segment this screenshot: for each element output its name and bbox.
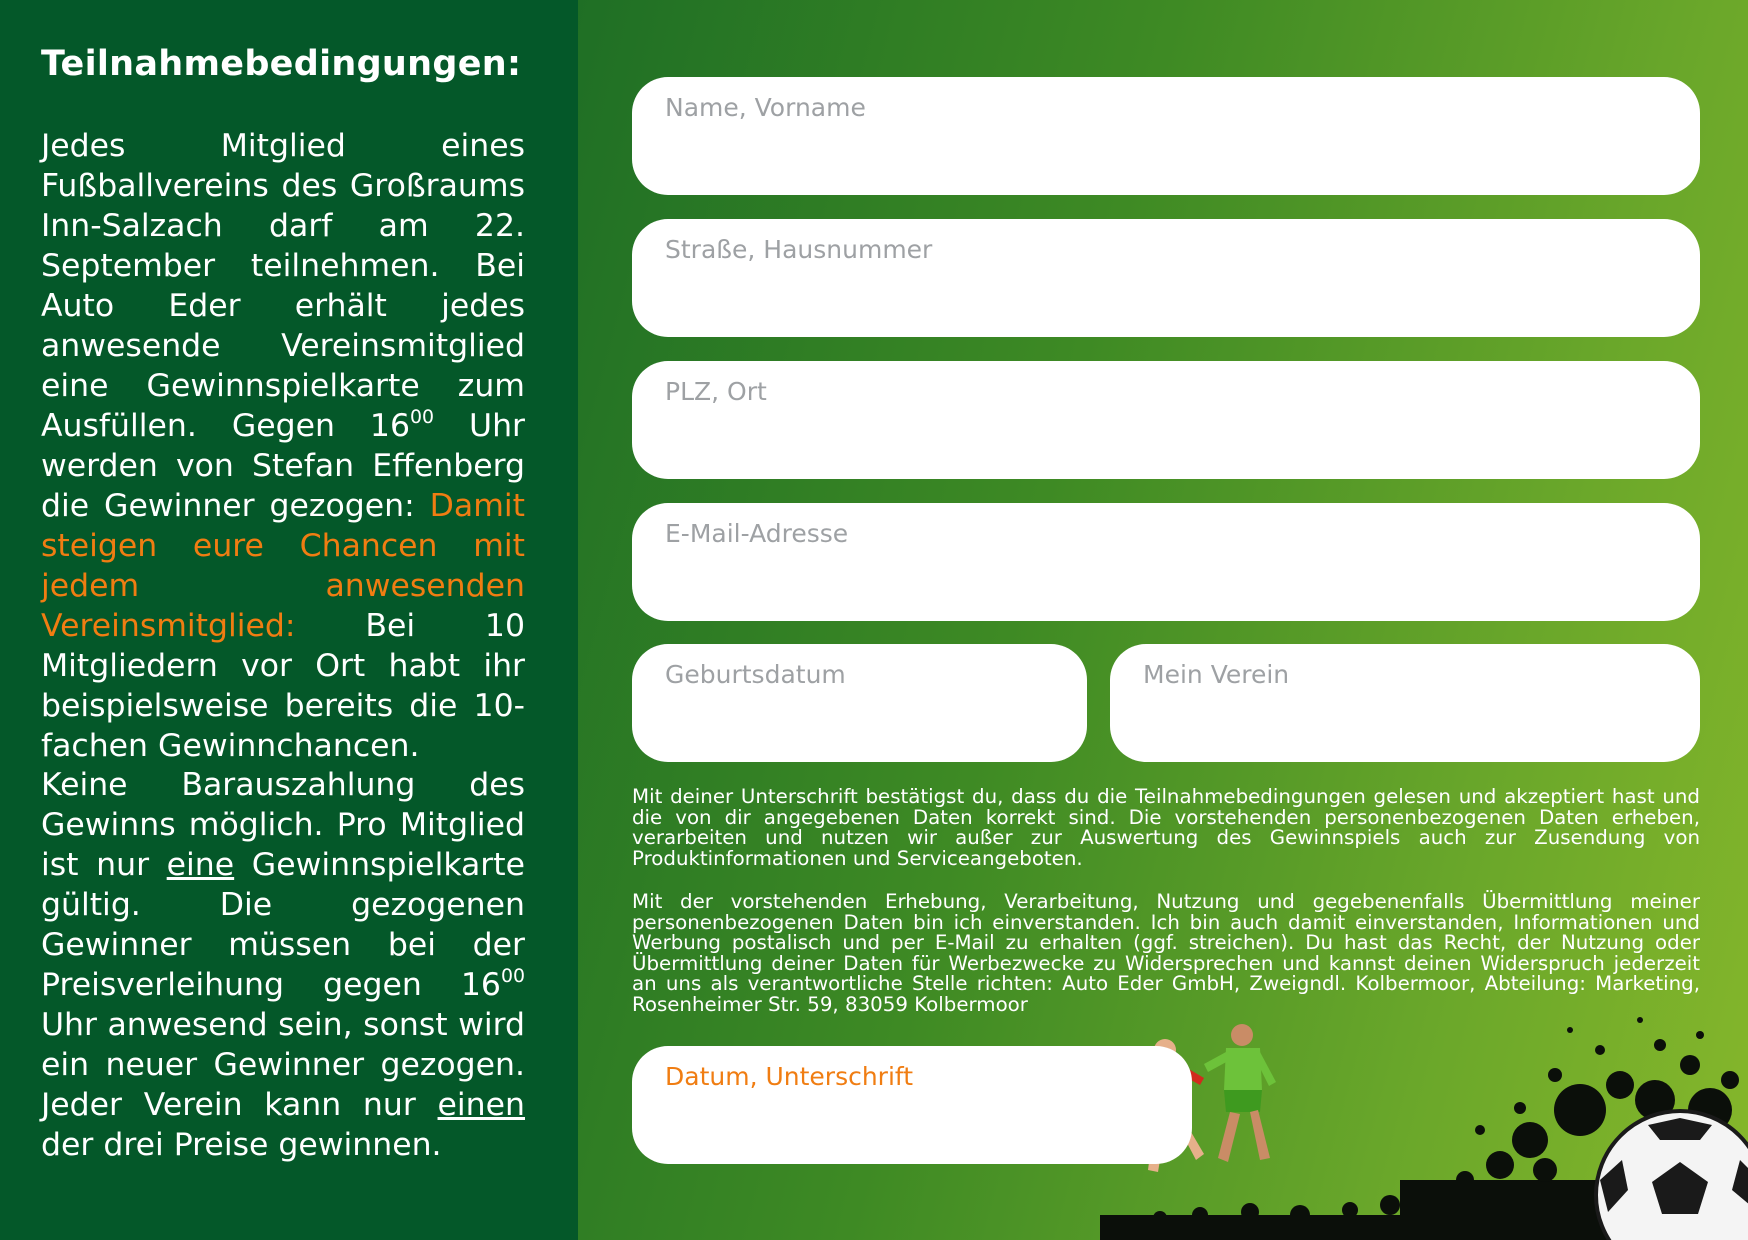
birthdate-field-label: Geburtsdatum xyxy=(665,660,846,689)
soccer-ball-icon xyxy=(1596,1111,1748,1240)
rules-paragraph-2: Keine Barauszahlung des Gewinns möglich. Pro Mitglied ist nur eine Gewinnspielkarte gültig. Die gezogenen Gewinner müssen bei der Preisverleihung gegen $16^{00}$ Uhr anwesend sein, sonst wird ein neuer Gewinner gezogen. Jeder Verein kann nur einen der drei Preise gewinnen. xyxy=(41,767,525,1163)
legal-text-1: Mit deiner Unterschrift bestätigst du, dass du die Teilnahmebedingungen gelesen und akzeptiert hast und die von dir angegebenen Daten korrekt sind. Die vorstehenden personenbezogenen Daten erheben, verarbeiten und nutzen wir außer zur Auswertung des Gewinnspiels auch zur Zusendung von Produktinformationen und Serviceangeboten. xyxy=(632,785,1700,870)
street-field-label: Straße, Hausnummer xyxy=(665,235,933,264)
signature-field-label: Datum, Unterschrift xyxy=(665,1062,914,1091)
street-field[interactable] xyxy=(632,219,1700,337)
signature-field[interactable] xyxy=(632,1046,1192,1164)
club-field[interactable] xyxy=(1110,644,1700,762)
legal-text-2: Mit der vorstehenden Erhebung, Verarbeitung, Nutzung und gegebenenfalls Übermittlung meiner personenbezogenen Daten bin ich einverstanden. Ich bin auch damit einverstanden, Informationen und Werbung postalisch und per E-Mail zu erhalten (ggf. streichen). Du hast das Recht, der Nutzung oder Übermittlung deiner Daten für Werbezwecke zu Widersprechen und kannst deinen Widerspruch jederzeit an uns als verantwortliche Stelle richten: Auto Eder GmbH, Zweigndl. Kolbermoor, Abteilung: Marketing, Rosenheimer Str. 59, 83059 Kolbermoor xyxy=(632,890,1700,1016)
email-field-label: E-Mail-Adresse xyxy=(665,519,849,548)
club-field-label: Mein Verein xyxy=(1143,660,1290,689)
postal-city-field[interactable] xyxy=(632,361,1700,479)
name-field[interactable] xyxy=(632,77,1700,195)
rules-title: Teilnahmebedingungen: xyxy=(41,44,522,84)
email-field[interactable] xyxy=(632,503,1700,621)
rules-highlight: Damit steigen eure Chancen mit jedem anwesenden Vereinsmitglied: xyxy=(41,488,525,644)
rules-paragraph-1: Jedes Mitglied eines Fußballvereins des Großraums Inn-Salzach darf am 22. September teilnehmen. Bei Auto Eder erhält jedes anwesende Vereinsmitglied eine Gewinnspielkarte zum Ausfüllen. Gegen $16^{00}$ Uhr werden von Stefan Effenberg die Gewinner gezogen: Damit steigen eure Chancen mit jedem anwesenden Vereinsmitglied: Bei 10 Mitgliedern vor Ort habt ihr beispielsweise bereits die 10-fachen Gewinnchancen. xyxy=(41,128,526,764)
postal-city-field-label: PLZ, Ort xyxy=(665,377,767,406)
name-field-label: Name, Vorname xyxy=(665,93,866,122)
player-green-icon xyxy=(1204,1024,1276,1162)
birthdate-field[interactable] xyxy=(632,644,1087,762)
football-illustration xyxy=(1100,990,1748,1240)
